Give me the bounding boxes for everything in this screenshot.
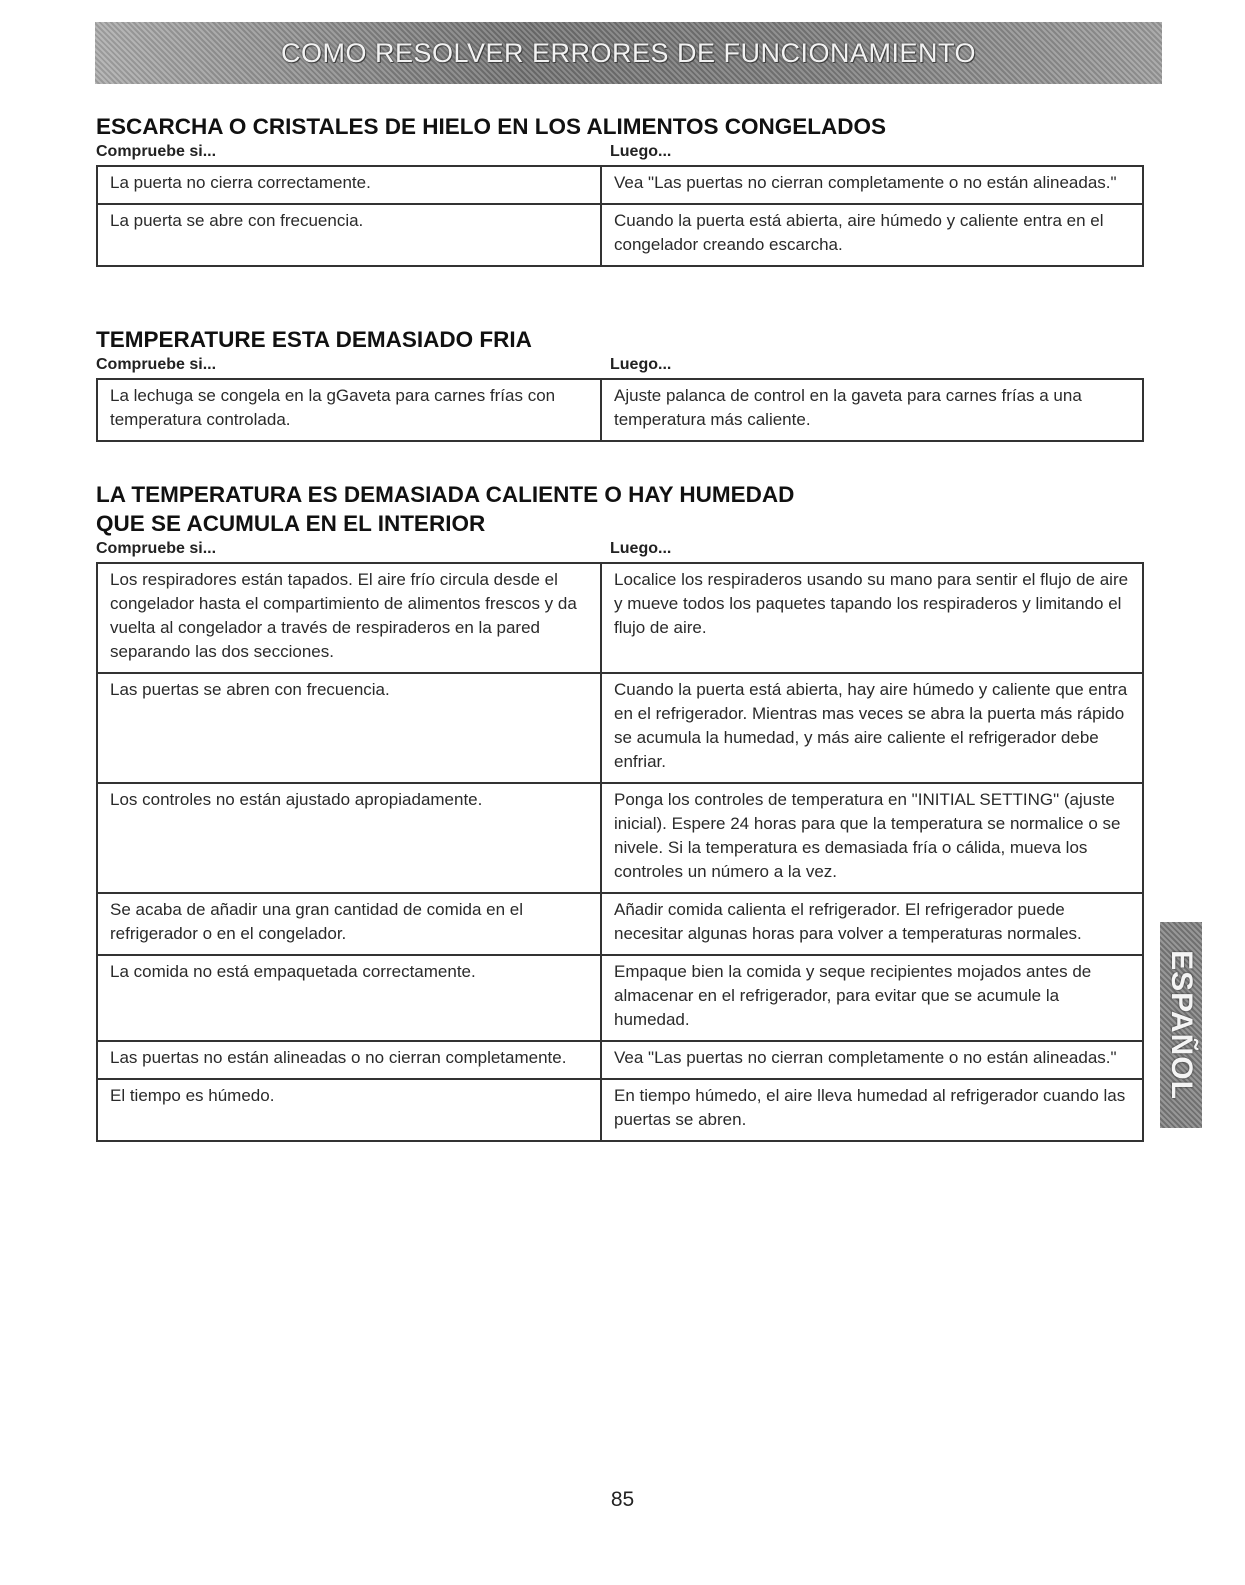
table-row xyxy=(97,166,1143,204)
check-cell: La puerta no cierra correctamente. xyxy=(97,166,601,204)
section-title-line1: LA TEMPERATURA ES DEMASIADA CALIENTE O HAY HUMEDAD xyxy=(96,482,795,507)
solution-cell: Ponga los controles de temperatura en "INITIAL SETTING" (ajuste inicial). Espere 24 horas para que la temperatura se normalice o se nivele. Si la temperatura es demasiada fría o cálida, mueva los controles un número a la vez. xyxy=(601,783,1143,893)
solution-cell: Añadir comida calienta el refrigerador. El refrigerador puede necesitar algunas horas para volver a temperaturas normales. xyxy=(601,893,1143,955)
check-column-header: Compruebe si... xyxy=(96,143,217,160)
page-title: COMO RESOLVER ERRORES DE FUNCIONAMIENTO xyxy=(280,37,977,68)
check-cell: Las puertas no están alineadas o no cierran completamente. xyxy=(97,1041,601,1079)
table-row xyxy=(97,1079,1143,1141)
check-cell: Las puertas se abren con frecuencia. xyxy=(97,673,601,783)
solution-cell: Vea "Las puertas no cierran completamente o no están alineadas." xyxy=(601,166,1143,204)
solution-cell: Localice los respiraderos usando su mano para sentir el flujo de aire y mueve todos los paquetes tapando los respiraderos y limitando el flujo de aire. xyxy=(601,563,1143,673)
table-row xyxy=(97,204,1143,266)
check-cell: La lechuga se congela en la gGaveta para carnes frías con temperatura controlada. xyxy=(97,379,601,441)
column-headers xyxy=(96,141,1146,165)
table-row xyxy=(97,955,1143,1041)
column-headers xyxy=(96,538,1146,562)
troubleshooting-table xyxy=(96,562,1144,1142)
then-column-header: Luego... xyxy=(610,356,672,373)
language-tab-label: ESPAÑOL xyxy=(1165,950,1198,1100)
table-row xyxy=(97,379,1143,441)
header-banner xyxy=(95,22,1162,84)
table-row xyxy=(97,1041,1143,1079)
section-too-warm xyxy=(96,480,1146,1142)
language-tab xyxy=(1160,922,1202,1128)
table-row xyxy=(97,783,1143,893)
column-headers xyxy=(96,354,1146,378)
check-cell: Se acaba de añadir una gran cantidad de comida en el refrigerador o en el congelador. xyxy=(97,893,601,955)
solution-cell: Empaque bien la comida y seque recipientes mojados antes de almacenar en el refrigerador, para evitar que se acumule la humedad. xyxy=(601,955,1143,1041)
page-number: 85 xyxy=(610,1488,635,1511)
then-column-header: Luego... xyxy=(610,540,672,557)
section-too-cold xyxy=(96,325,1146,442)
check-cell: La comida no está empaquetada correctamente. xyxy=(97,955,601,1041)
table-row xyxy=(97,673,1143,783)
troubleshooting-table xyxy=(96,165,1144,267)
check-cell: El tiempo es húmedo. xyxy=(97,1079,601,1141)
solution-cell: Cuando la puerta está abierta, hay aire húmedo y caliente que entra en el refrigerador. Mientras mas veces se abra la puerta más rápido se acumula la humedad, y más aire caliente el refrigerador debe enfriar. xyxy=(601,673,1143,783)
section-frost xyxy=(96,112,1146,267)
section-title: TEMPERATURE ESTA DEMASIADO FRIA xyxy=(96,327,532,352)
section-title-line2: QUE SE ACUMULA EN EL INTERIOR xyxy=(96,511,486,536)
solution-cell: Cuando la puerta está abierta, aire húmedo y caliente entra en el congelador creando escarcha. xyxy=(601,204,1143,266)
troubleshooting-table xyxy=(96,378,1144,442)
then-column-header: Luego... xyxy=(610,143,672,160)
check-cell: La puerta se abre con frecuencia. xyxy=(97,204,601,266)
solution-cell: Ajuste palanca de control en la gaveta para carnes frías a una temperatura más caliente. xyxy=(601,379,1143,441)
section-title xyxy=(96,480,1146,538)
table-row xyxy=(97,563,1143,673)
check-column-header: Compruebe si... xyxy=(96,356,217,373)
check-column-header: Compruebe si... xyxy=(96,540,217,557)
solution-cell: En tiempo húmedo, el aire lleva humedad al refrigerador cuando las puertas se abren. xyxy=(601,1079,1143,1141)
table-row xyxy=(97,893,1143,955)
check-cell: Los controles no están ajustado apropiadamente. xyxy=(97,783,601,893)
section-title: ESCARCHA O CRISTALES DE HIELO EN LOS ALIMENTOS CONGELADOS xyxy=(96,114,887,139)
solution-cell: Vea "Las puertas no cierran completamente o no están alineadas." xyxy=(601,1041,1143,1079)
check-cell: Los respiradores están tapados. El aire frío circula desde el congelador hasta el compartimiento de alimentos frescos y da vuelta al congelador a través de respiraderos en la pared separando las dos secciones. xyxy=(97,563,601,673)
